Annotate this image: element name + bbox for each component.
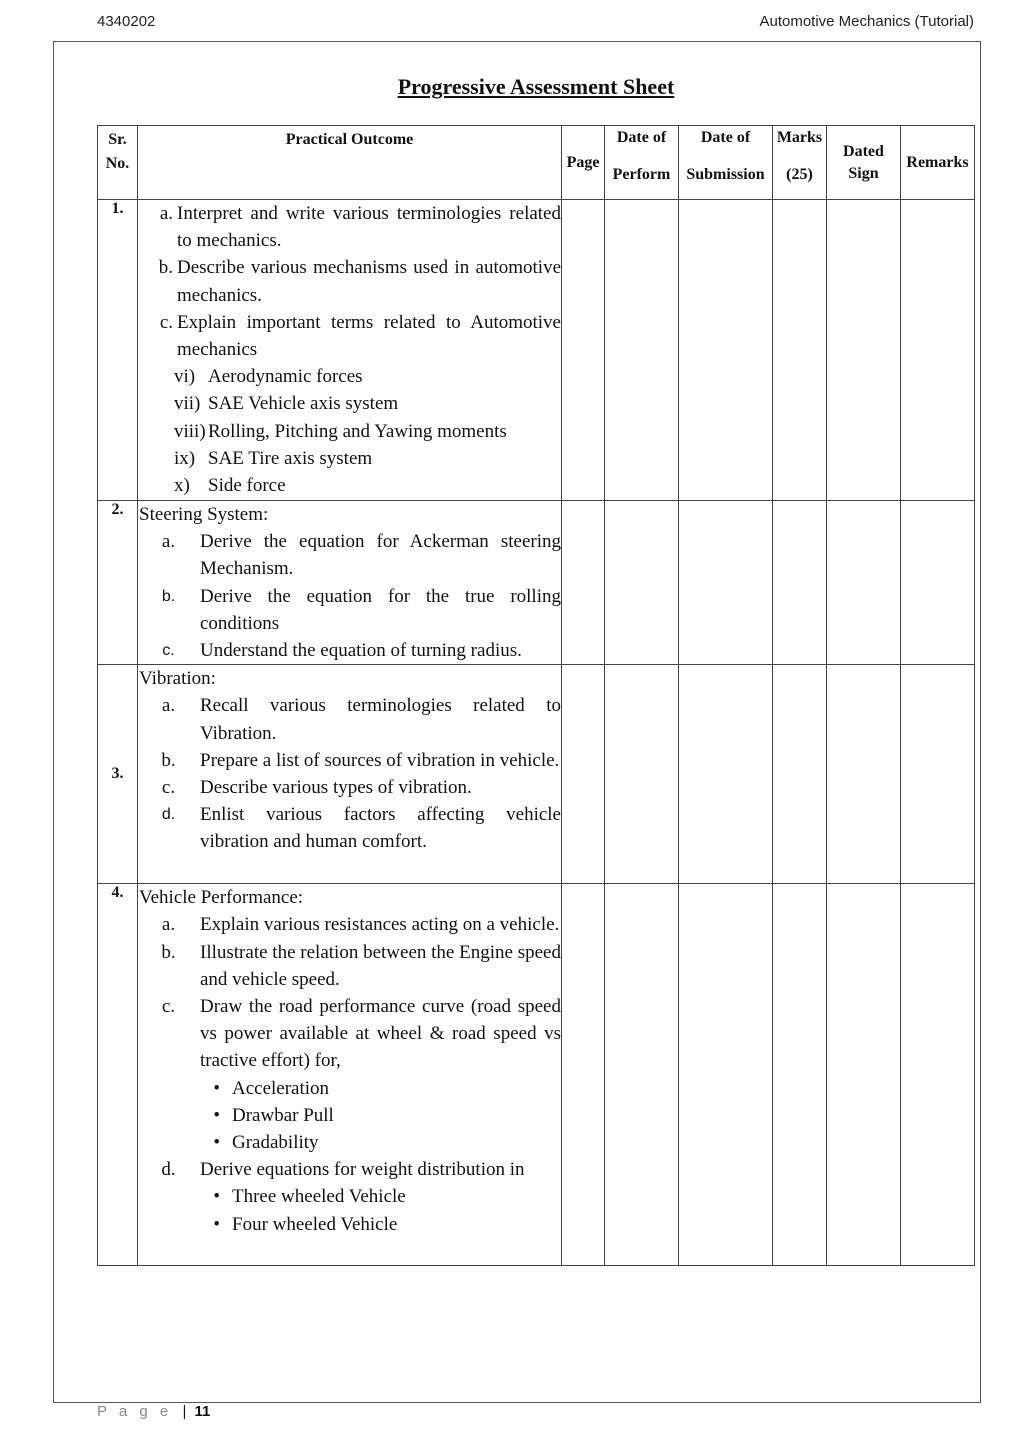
date-of-submission-cell[interactable] bbox=[679, 501, 773, 665]
col-practical-outcome: Practical Outcome bbox=[138, 126, 562, 200]
list-item: viii) Rolling, Pitching and Yawing moments bbox=[174, 420, 507, 442]
course-code: 4340202 bbox=[97, 13, 156, 30]
page-label: P a g e bbox=[97, 1403, 173, 1420]
list-item: c. Understand the equation of turning radius. bbox=[162, 640, 522, 662]
marks-cell[interactable] bbox=[773, 884, 827, 1266]
table-row bbox=[98, 501, 975, 665]
list-item: vii) SAE Vehicle axis system bbox=[174, 393, 399, 415]
sr-no-cell: 2. bbox=[98, 501, 138, 665]
outcome-cell bbox=[138, 200, 562, 501]
table-header-row bbox=[98, 126, 975, 200]
list-item: c. Draw the road performance curve (road speed vs power available at wheel & road speed vs tractive effort) for, bbox=[161, 996, 561, 1072]
page-number: 11 bbox=[194, 1403, 211, 1420]
page-title: Progressive Assessment Sheet bbox=[397, 74, 675, 99]
col-remarks: Remarks bbox=[901, 126, 975, 200]
section-heading: Vehicle Performance: bbox=[139, 887, 304, 909]
bullet-item: • Drawbar Pull bbox=[213, 1104, 334, 1126]
date-of-perform-cell[interactable] bbox=[605, 665, 679, 884]
outcome-cell bbox=[138, 884, 562, 1266]
list-item: ix) SAE Tire axis system bbox=[174, 447, 373, 469]
col-date-of-submission: Date of Submission bbox=[679, 126, 773, 200]
list-item: b. Prepare a list of sources of vibration in vehicle. bbox=[161, 749, 560, 771]
footer-separator: | bbox=[182, 1403, 187, 1420]
remarks-cell[interactable] bbox=[901, 665, 975, 884]
remarks-cell[interactable] bbox=[901, 200, 975, 501]
col-page: Page bbox=[562, 126, 605, 200]
bullet-item: • Gradability bbox=[213, 1132, 319, 1154]
marks-cell[interactable] bbox=[773, 200, 827, 501]
list-item: c. Explain important terms related to Automotive mechanics bbox=[159, 311, 561, 361]
table-row bbox=[98, 200, 975, 501]
page-cell[interactable] bbox=[562, 884, 605, 1266]
col-dated-sign: Dated Sign bbox=[827, 126, 901, 200]
bullet-item: • Three wheeled Vehicle bbox=[213, 1186, 406, 1208]
date-of-submission-cell[interactable] bbox=[679, 200, 773, 501]
list-item: vi) Aerodynamic forces bbox=[174, 366, 363, 388]
marks-cell[interactable] bbox=[773, 501, 827, 665]
sr-no-cell: 1. bbox=[98, 200, 138, 501]
section-heading: Steering System: bbox=[139, 504, 269, 525]
list-item: d. Derive equations for weight distribution in bbox=[161, 1159, 525, 1181]
list-item: a. Interpret and write various terminologies related to mechanics. bbox=[159, 203, 561, 252]
outcome-cell bbox=[138, 665, 562, 884]
outcome-cell bbox=[138, 501, 562, 665]
list-item: x) Side force bbox=[174, 475, 286, 497]
bullet-item: • Four wheeled Vehicle bbox=[213, 1213, 398, 1235]
list-item: a. Recall various terminologies related to Vibration. bbox=[161, 695, 561, 744]
course-title: Automotive Mechanics (Tutorial) bbox=[759, 13, 974, 30]
list-item: c. Describe various types of vibration. bbox=[161, 777, 472, 799]
date-of-perform-cell[interactable] bbox=[605, 884, 679, 1266]
col-date-of-perform: Date of Perform bbox=[605, 126, 679, 200]
sr-no-cell: 4. bbox=[98, 884, 138, 1266]
remarks-cell[interactable] bbox=[901, 884, 975, 1266]
list-item: d. Enlist various factors affecting vehicle vibration and human comfort. bbox=[161, 804, 561, 853]
remarks-cell[interactable] bbox=[901, 501, 975, 665]
dated-sign-cell[interactable] bbox=[827, 501, 901, 665]
page-cell[interactable] bbox=[562, 200, 605, 501]
assessment-table bbox=[97, 125, 975, 1266]
date-of-submission-cell[interactable] bbox=[679, 884, 773, 1266]
list-item: b. Derive the equation for the true rolling conditions bbox=[161, 585, 561, 634]
date-of-submission-cell[interactable] bbox=[679, 665, 773, 884]
table-row bbox=[98, 665, 975, 884]
dated-sign-cell[interactable] bbox=[827, 665, 901, 884]
col-sr-no: Sr. No. bbox=[98, 126, 138, 200]
col-marks: Marks (25) bbox=[773, 126, 827, 200]
marks-cell[interactable] bbox=[773, 665, 827, 884]
page-footer bbox=[97, 1403, 210, 1420]
sr-no-cell: 3. bbox=[98, 665, 138, 884]
page-cell[interactable] bbox=[562, 501, 605, 665]
bullet-item: • Acceleration bbox=[213, 1077, 330, 1099]
dated-sign-cell[interactable] bbox=[827, 884, 901, 1266]
dated-sign-cell[interactable] bbox=[827, 200, 901, 501]
date-of-perform-cell[interactable] bbox=[605, 501, 679, 665]
list-item: a. Derive the equation for Ackerman steering Mechanism. bbox=[161, 531, 561, 580]
list-item: a. Explain various resistances acting on a vehicle. bbox=[161, 914, 560, 936]
table-row bbox=[98, 884, 975, 1266]
date-of-perform-cell[interactable] bbox=[605, 200, 679, 501]
list-item: b. Describe various mechanisms used in automotive mechanics. bbox=[158, 257, 561, 306]
list-item: b. Illustrate the relation between the Engine speed and vehicle speed. bbox=[161, 941, 561, 990]
section-heading: Vibration: bbox=[139, 668, 216, 690]
page-cell[interactable] bbox=[562, 665, 605, 884]
